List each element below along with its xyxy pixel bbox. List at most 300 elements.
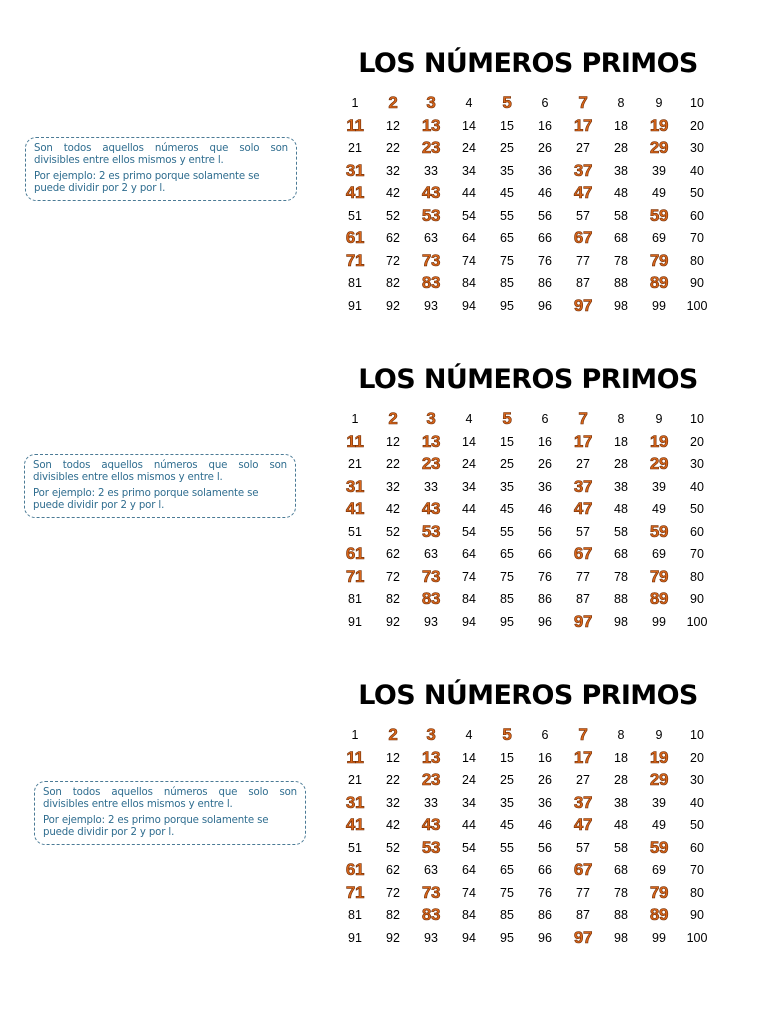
prime-number-cell: 7 [578,93,588,113]
number-cell: 42 [386,186,400,201]
number-cell: 69 [652,863,666,878]
prime-number-cell: 89 [649,905,669,925]
prime-number-cell: 41 [345,183,365,203]
prime-number-cell: 31 [345,792,365,812]
number-cell: 76 [538,885,552,900]
number-cell: 94 [462,614,476,629]
number-cell: 46 [538,186,552,201]
prime-number-cell: 3 [426,725,436,745]
number-cell: 30 [690,141,704,156]
number-cell: 99 [652,930,666,945]
prime-number-cell: 59 [649,205,669,225]
prime-number-cell: 41 [345,815,365,835]
prime-number-cell: 7 [578,409,588,429]
number-cell: 56 [538,840,552,855]
number-cell: 56 [538,524,552,539]
number-cell: 42 [386,818,400,833]
number-cell: 38 [614,795,628,810]
number-cell: 72 [386,253,400,268]
prime-number-cell: 23 [421,454,441,474]
number-cell: 58 [614,840,628,855]
number-cell: 95 [500,930,514,945]
number-cell: 77 [576,569,590,584]
prime-number-cell: 13 [421,747,441,767]
number-cell: 94 [462,298,476,313]
number-cell: 96 [538,930,552,945]
prime-number-cell: 5 [502,725,512,745]
number-cell: 14 [462,118,476,133]
number-cell: 50 [690,818,704,833]
number-cell: 38 [614,163,628,178]
prime-number-cell: 61 [345,544,365,564]
prime-number-cell: 17 [573,747,593,767]
number-cell: 100 [686,614,708,629]
number-cell: 87 [576,908,590,923]
number-cell: 86 [538,908,552,923]
number-cell: 22 [386,773,400,788]
number-cell: 78 [614,569,628,584]
number-cell: 60 [690,208,704,223]
prime-number-cell: 59 [649,837,669,857]
number-cell: 20 [690,118,704,133]
number-cell: 66 [538,547,552,562]
prime-number-cell: 19 [649,747,669,767]
number-cell: 88 [614,908,628,923]
number-cell: 48 [614,186,628,201]
number-cell: 25 [500,457,514,472]
number-cell: 21 [348,141,362,156]
prime-number-cell: 7 [578,725,588,745]
number-cell: 27 [576,773,590,788]
number-cell: 28 [614,141,628,156]
number-cell: 32 [386,795,400,810]
number-cell: 51 [348,840,362,855]
prime-number-cell: 71 [345,566,365,586]
example-text: Por ejemplo: 2 es primo porque solamente se puede dividir por 2 y por l. [43,815,269,838]
number-cell: 81 [348,908,362,923]
number-cell: 70 [690,231,704,246]
definition-text: Son todos aquellos números que solo son divisibles entre ellos mismos y entre l. [34,143,288,166]
prime-number-cell: 67 [573,544,593,564]
prime-number-cell: 41 [345,499,365,519]
number-cell: 40 [690,479,704,494]
number-cell: 68 [614,863,628,878]
number-cell: 94 [462,930,476,945]
prime-number-cell: 61 [345,228,365,248]
number-cell: 68 [614,231,628,246]
prime-number-cell: 13 [421,115,441,135]
number-cell: 16 [538,118,552,133]
number-cell: 52 [386,840,400,855]
number-cell: 15 [500,434,514,449]
number-cell: 28 [614,773,628,788]
number-cell: 77 [576,253,590,268]
number-cell: 91 [348,614,362,629]
number-grid [336,724,716,949]
prime-number-cell: 73 [421,566,441,586]
number-cell: 81 [348,276,362,291]
number-cell: 9 [655,412,663,427]
number-cell: 55 [500,208,514,223]
prime-number-cell: 67 [573,860,593,880]
number-cell: 76 [538,569,552,584]
prime-number-cell: 3 [426,409,436,429]
prime-number-cell: 29 [649,770,669,790]
number-cell: 26 [538,457,552,472]
number-cell: 20 [690,750,704,765]
definition-text: Son todos aquellos números que solo son divisibles entre ellos mismos y entre l. [43,787,297,810]
number-cell: 36 [538,795,552,810]
number-cell: 34 [462,479,476,494]
prime-card-3 [0,674,768,990]
number-cell: 33 [424,163,438,178]
number-cell: 12 [386,434,400,449]
number-cell: 49 [652,818,666,833]
prime-number-cell: 73 [421,882,441,902]
number-cell: 80 [690,569,704,584]
number-cell: 26 [538,141,552,156]
number-cell: 49 [652,186,666,201]
definition-box [24,454,296,518]
number-cell: 99 [652,298,666,313]
number-cell: 54 [462,840,476,855]
number-cell: 1 [351,412,359,427]
number-cell: 66 [538,231,552,246]
number-cell: 46 [538,818,552,833]
number-cell: 93 [424,298,438,313]
number-cell: 75 [500,885,514,900]
number-cell: 44 [462,502,476,517]
number-cell: 18 [614,750,628,765]
number-cell: 6 [541,412,549,427]
number-cell: 88 [614,276,628,291]
number-cell: 87 [576,276,590,291]
number-cell: 72 [386,569,400,584]
number-cell: 58 [614,524,628,539]
number-cell: 45 [500,502,514,517]
prime-number-cell: 89 [649,589,669,609]
number-cell: 24 [462,773,476,788]
number-cell: 1 [351,96,359,111]
number-cell: 74 [462,569,476,584]
number-cell: 10 [690,728,704,743]
prime-number-cell: 53 [421,205,441,225]
number-cell: 38 [614,479,628,494]
prime-number-cell: 47 [573,499,593,519]
number-grid [336,408,716,633]
prime-number-cell: 13 [421,431,441,451]
number-cell: 57 [576,524,590,539]
number-cell: 86 [538,592,552,607]
definition-text: Son todos aquellos números que solo son divisibles entre ellos mismos y entre l. [33,460,287,483]
number-cell: 10 [690,96,704,111]
prime-number-cell: 73 [421,250,441,270]
number-cell: 74 [462,253,476,268]
number-cell: 50 [690,186,704,201]
number-cell: 100 [686,298,708,313]
prime-number-cell: 5 [502,93,512,113]
number-cell: 54 [462,208,476,223]
prime-number-cell: 89 [649,273,669,293]
number-cell: 76 [538,253,552,268]
number-cell: 98 [614,298,628,313]
number-cell: 74 [462,885,476,900]
number-cell: 39 [652,479,666,494]
prime-card-1 [0,42,768,358]
number-cell: 90 [690,592,704,607]
prime-number-cell: 23 [421,138,441,158]
number-cell: 63 [424,863,438,878]
number-cell: 30 [690,457,704,472]
prime-number-cell: 19 [649,115,669,135]
number-cell: 96 [538,614,552,629]
prime-number-cell: 2 [388,725,398,745]
prime-number-cell: 79 [649,250,669,270]
prime-number-cell: 71 [345,882,365,902]
card-title: LOS NÚMEROS PRIMOS [358,680,698,711]
prime-number-cell: 17 [573,115,593,135]
number-cell: 8 [617,96,625,111]
number-cell: 26 [538,773,552,788]
number-cell: 82 [386,908,400,923]
number-cell: 57 [576,208,590,223]
prime-number-cell: 79 [649,566,669,586]
prime-number-cell: 37 [573,476,593,496]
prime-card-2 [0,358,768,674]
number-cell: 25 [500,773,514,788]
number-cell: 92 [386,614,400,629]
prime-number-cell: 5 [502,409,512,429]
number-cell: 51 [348,208,362,223]
number-cell: 62 [386,547,400,562]
number-cell: 14 [462,434,476,449]
number-cell: 80 [690,253,704,268]
prime-number-cell: 2 [388,409,398,429]
number-cell: 15 [500,118,514,133]
number-cell: 39 [652,163,666,178]
number-cell: 16 [538,434,552,449]
number-cell: 9 [655,96,663,111]
card-title: LOS NÚMEROS PRIMOS [358,48,698,79]
prime-number-cell: 29 [649,138,669,158]
prime-number-cell: 37 [573,792,593,812]
number-cell: 40 [690,795,704,810]
number-cell: 12 [386,118,400,133]
number-cell: 36 [538,479,552,494]
number-cell: 24 [462,141,476,156]
number-cell: 78 [614,885,628,900]
number-cell: 75 [500,253,514,268]
prime-number-cell: 3 [426,93,436,113]
number-cell: 84 [462,908,476,923]
number-cell: 18 [614,434,628,449]
prime-number-cell: 37 [573,160,593,180]
number-cell: 95 [500,614,514,629]
number-cell: 35 [500,795,514,810]
prime-number-cell: 53 [421,521,441,541]
prime-number-cell: 47 [573,815,593,835]
number-cell: 80 [690,885,704,900]
number-cell: 33 [424,795,438,810]
example-text: Por ejemplo: 2 es primo porque solamente se puede dividir por 2 y por l. [33,488,259,511]
number-cell: 22 [386,141,400,156]
number-cell: 32 [386,479,400,494]
number-cell: 100 [686,930,708,945]
prime-number-cell: 47 [573,183,593,203]
prime-number-cell: 29 [649,454,669,474]
number-cell: 95 [500,298,514,313]
number-cell: 93 [424,614,438,629]
number-cell: 70 [690,547,704,562]
number-cell: 57 [576,840,590,855]
number-cell: 78 [614,253,628,268]
number-grid [336,92,716,317]
number-cell: 84 [462,276,476,291]
number-cell: 91 [348,298,362,313]
prime-number-cell: 59 [649,521,669,541]
number-cell: 52 [386,208,400,223]
number-cell: 87 [576,592,590,607]
number-cell: 22 [386,457,400,472]
number-cell: 35 [500,163,514,178]
number-cell: 8 [617,412,625,427]
number-cell: 99 [652,614,666,629]
number-cell: 27 [576,141,590,156]
number-cell: 15 [500,750,514,765]
number-cell: 32 [386,163,400,178]
number-cell: 24 [462,457,476,472]
number-cell: 20 [690,434,704,449]
number-cell: 66 [538,863,552,878]
number-cell: 86 [538,276,552,291]
number-cell: 93 [424,930,438,945]
number-cell: 60 [690,524,704,539]
number-cell: 82 [386,592,400,607]
prime-number-cell: 61 [345,860,365,880]
number-cell: 91 [348,930,362,945]
number-cell: 55 [500,840,514,855]
number-cell: 4 [465,96,473,111]
number-cell: 27 [576,457,590,472]
number-cell: 6 [541,728,549,743]
number-cell: 39 [652,795,666,810]
number-cell: 34 [462,795,476,810]
number-cell: 60 [690,840,704,855]
number-cell: 88 [614,592,628,607]
number-cell: 77 [576,885,590,900]
number-cell: 14 [462,750,476,765]
number-cell: 34 [462,163,476,178]
number-cell: 90 [690,908,704,923]
number-cell: 6 [541,96,549,111]
prime-number-cell: 43 [421,183,441,203]
number-cell: 40 [690,163,704,178]
prime-number-cell: 2 [388,93,398,113]
number-cell: 75 [500,569,514,584]
number-cell: 64 [462,547,476,562]
prime-number-cell: 67 [573,228,593,248]
number-cell: 48 [614,502,628,517]
number-cell: 98 [614,930,628,945]
number-cell: 1 [351,728,359,743]
prime-number-cell: 11 [346,431,364,451]
number-cell: 56 [538,208,552,223]
number-cell: 65 [500,863,514,878]
number-cell: 92 [386,930,400,945]
prime-number-cell: 83 [421,905,441,925]
number-cell: 44 [462,186,476,201]
prime-number-cell: 53 [421,837,441,857]
number-cell: 52 [386,524,400,539]
number-cell: 90 [690,276,704,291]
number-cell: 68 [614,547,628,562]
card-title: LOS NÚMEROS PRIMOS [358,364,698,395]
number-cell: 69 [652,547,666,562]
number-cell: 62 [386,231,400,246]
number-cell: 48 [614,818,628,833]
number-cell: 98 [614,614,628,629]
number-cell: 69 [652,231,666,246]
prime-number-cell: 11 [346,115,364,135]
prime-number-cell: 83 [421,589,441,609]
prime-number-cell: 31 [345,160,365,180]
number-cell: 28 [614,457,628,472]
number-cell: 10 [690,412,704,427]
prime-number-cell: 17 [573,431,593,451]
number-cell: 64 [462,863,476,878]
number-cell: 63 [424,231,438,246]
number-cell: 18 [614,118,628,133]
number-cell: 92 [386,298,400,313]
prime-number-cell: 97 [573,295,593,315]
prime-number-cell: 19 [649,431,669,451]
number-cell: 21 [348,457,362,472]
definition-box [25,137,297,201]
number-cell: 4 [465,412,473,427]
number-cell: 58 [614,208,628,223]
number-cell: 35 [500,479,514,494]
number-cell: 55 [500,524,514,539]
prime-number-cell: 31 [345,476,365,496]
number-cell: 85 [500,592,514,607]
number-cell: 16 [538,750,552,765]
definition-box [34,781,306,845]
number-cell: 49 [652,502,666,517]
number-cell: 36 [538,163,552,178]
number-cell: 65 [500,231,514,246]
number-cell: 4 [465,728,473,743]
number-cell: 72 [386,885,400,900]
prime-number-cell: 23 [421,770,441,790]
number-cell: 12 [386,750,400,765]
prime-number-cell: 83 [421,273,441,293]
prime-number-cell: 71 [345,250,365,270]
number-cell: 85 [500,276,514,291]
prime-number-cell: 43 [421,499,441,519]
number-cell: 65 [500,547,514,562]
example-text: Por ejemplo: 2 es primo porque solamente se puede dividir por 2 y por l. [34,171,260,194]
number-cell: 45 [500,186,514,201]
number-cell: 63 [424,547,438,562]
number-cell: 96 [538,298,552,313]
prime-number-cell: 97 [573,927,593,947]
number-cell: 64 [462,231,476,246]
number-cell: 46 [538,502,552,517]
prime-number-cell: 79 [649,882,669,902]
number-cell: 85 [500,908,514,923]
number-cell: 54 [462,524,476,539]
number-cell: 42 [386,502,400,517]
